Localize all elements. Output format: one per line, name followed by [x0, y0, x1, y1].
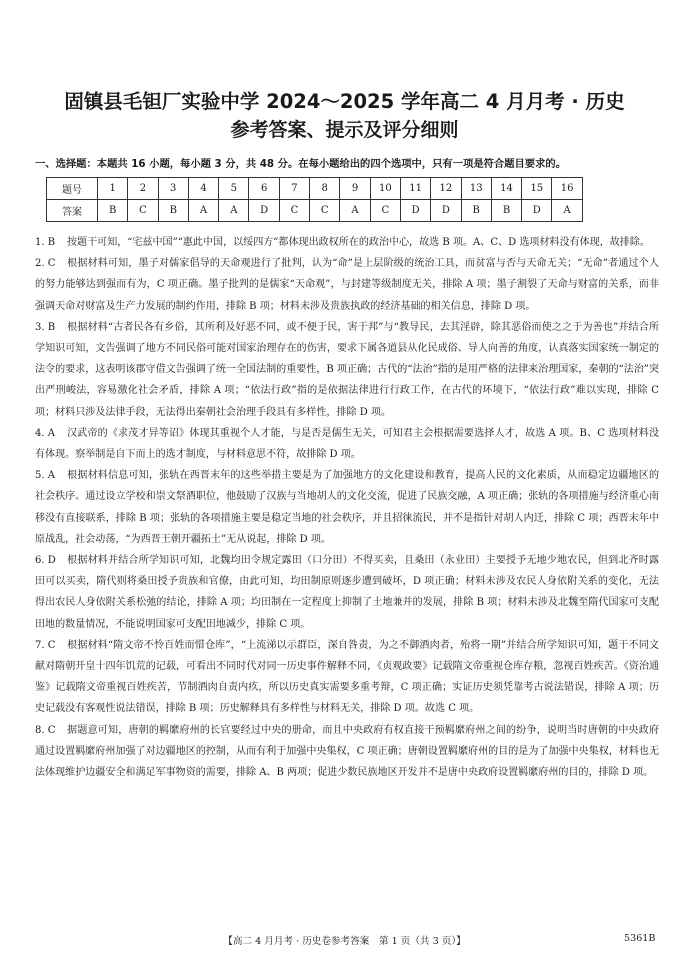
explanation-text: 根据材料“隋文帝不怜百姓而惜仓库”，“上流涕以示群臣，深自咎责，为之不御酒肉者，殆将一期”并结合所学知识可知，题干不同文献对隋朝开皇十四年饥荒的记载，可看出不同时代对同一历史事件解释不同，《贞观政要》记载隋文帝重视仓库存粮，忽视百姓疾苦。《资治通鉴》记载隋文帝重视百姓疾苦，节制酒肉自责内疚，所以历史真实需要多重考辩，C 项正确；实证历史须凭靠考古说法错误，排除 A 项；历史记载没有客观性说法错误，排除 B 项；历史解释具有多样性与材料无关，排除 D 项。故选 C 项。	[35, 639, 659, 715]
answer-cell: C	[279, 200, 309, 222]
answer-cell: B	[98, 200, 128, 222]
question-number-cell: 1	[98, 178, 128, 200]
question-number: 6. D	[35, 555, 56, 567]
question-number: 3. B	[35, 321, 56, 333]
page-footer: 【高二 4 月月考 · 历史卷参考答案 第 1 页（共 3 页）】	[223, 936, 466, 947]
answer-cell: C	[128, 200, 158, 222]
explanation-text: 汉武帝的《求茂才异等诏》体现其重视个人才能，与是否是儒生无关，可知君主会根据需要选择人才，故选 A 项。B、C 选项材料没有体现。察举制是自下而上的选才制度，与材料意思不符，故排除 D 项。	[35, 427, 659, 461]
section-heading: 一、选择题：本题共 16 小题，每小题 3 分，共 48 分。在每小题给出的四个选项中，只有一项是符合题目要求的。	[35, 158, 566, 170]
answer-table-answer-row	[47, 200, 583, 222]
answer-cell: D	[400, 200, 430, 222]
answer-cell: B	[461, 200, 491, 222]
question-number-cell: 12	[431, 178, 461, 200]
question-explanation	[35, 635, 659, 720]
question-number: 2. C	[35, 258, 56, 270]
answer-cell: D	[522, 200, 552, 222]
question-number: 7. C	[35, 639, 56, 651]
explanation-text: 据题意可知，唐朝的羁縻府州的长官要经过中央的册命，而且中央政府有权直接干预羁縻府州之间的纷争，说明当时唐朝的中央政府通过设置羁縻府州加强了对边疆地区的控制，从而有利于加强中央集权，C 项正确；唐朝设置羁縻府州的目的是为了加强中央集权，材料也无法体现维护边疆安全和满足军事物资的需要，排除 A、B 两项；促进少数民族地区开发并不是唐中央政府设置羁縻府州的目的，排除 D 项。	[35, 724, 659, 779]
page-subtitle: 参考答案、提示及评分细则	[230, 119, 459, 141]
answer-cell: B	[158, 200, 188, 222]
question-number-cell: 2	[128, 178, 158, 200]
question-number-cell: 7	[279, 178, 309, 200]
question-number-cell: 3	[158, 178, 188, 200]
question-explanation	[35, 423, 659, 465]
answer-cell: A	[219, 200, 249, 222]
explanation-text: 根据材料“古者民各有乡俗，其所利及好恶不同，或不便于民，害于邦”与“教导民，去其淫辟，除其恶俗而使之之于为善也”并结合所学知识可知，文告强调了地方不同民俗可能对国家治理存在的伤害，要求下属各道县从化民成俗、导人向善的角度，认真落实国家统一制定的法令的要求，这表明该郡守借文告强调了统一全国法制的重要性，B 项正确；古代的“法治”指的是用严格的法律来治理国家，秦朝的“法治”突出严刑峻法，容易激化社会矛盾，排除 A 项；“依法行政”指的是依据法律进行行政工作，在古代的环境下，“依法行政”难以实现，排除 C 项；材料只涉及法律手段，无法得出秦朝社会治理手段具有多样性，排除 D 项。	[35, 321, 659, 418]
answer-table	[46, 177, 583, 222]
page-title: 固镇县毛钽厂实验中学 2024～2025 学年高二 4 月月考 · 历史	[64, 90, 625, 113]
question-explanation	[35, 720, 659, 784]
row-label-answer: 答案	[47, 200, 98, 222]
question-number-cell: 6	[249, 178, 279, 200]
paper-code: 5361B	[624, 933, 656, 944]
question-explanation	[35, 465, 659, 550]
question-number-cell: 4	[188, 178, 218, 200]
question-number: 4. A	[35, 427, 56, 439]
question-explanation	[35, 550, 659, 635]
question-number-cell: 16	[552, 178, 582, 200]
explanation-text: 根据材料可知，墨子对儒家倡导的天命观进行了批判，认为“命”是上层阶级的统治工具，而贫富与否与天命无关；“无命”者通过个人的努力能够达到强而有为，C 项正确。墨子批判的是儒家“天命观”，与封建等级制度无关，排除 A 项；墨子割裂了天命与财富的关系，而非强调天命对财富及生产力发展的制约作用，排除 B 项；材料未涉及贵族执政的经济基础的相关信息，排除 D 项。	[35, 258, 659, 312]
question-number-cell: 5	[219, 178, 249, 200]
answer-cell: A	[552, 200, 582, 222]
answer-cell: A	[340, 200, 370, 222]
answer-cell: B	[491, 200, 521, 222]
answer-cell: D	[249, 200, 279, 222]
question-number-cell: 14	[491, 178, 521, 200]
answer-cell: C	[370, 200, 400, 222]
question-number-cell: 9	[340, 178, 370, 200]
explanations-list	[35, 232, 659, 783]
question-number: 5. A	[35, 470, 56, 482]
question-explanation	[35, 317, 659, 423]
answer-cell: A	[188, 200, 218, 222]
explanation-text: 按题干可知，“宅兹中国”“惠此中国，以绥四方”都体现出政权所在的政治中心，故选 B 项。A、C、D 选项材料没有体现，故排除。	[67, 237, 650, 248]
question-number-cell: 8	[310, 178, 340, 200]
question-number-cell: 13	[461, 178, 491, 200]
answer-cell: D	[431, 200, 461, 222]
question-number: 1. B	[35, 237, 56, 248]
question-number-cell: 15	[522, 178, 552, 200]
answer-table-number-row	[47, 178, 583, 200]
explanation-text: 根据材料信息可知，张轨在西晋末年的这些举措主要是为了加强地方的文化建设和教育，提高人民的文化素质，从而稳定边疆地区的社会秩序。通过设立学校和崇文祭酒职位，他鼓励了汉族与当地胡人的文化交流，促进了民族交融，A 项正确；张轨的各项措施与经济重心南移没有直接联系，排除 B 项；张轨的各项措施主要是稳定当地的社会秩序，并且招徕流民，并不是指针对胡人内迁，排除 C 项；西晋末年中原战乱，社会动荡，“为西晋王朝开疆拓土”无从说起，排除 D 项。	[35, 470, 659, 545]
question-explanation	[35, 232, 659, 253]
explanation-text: 根据材料并结合所学知识可知，北魏均田令规定露田（口分田）不得买卖，且桑田（永业田）主要授予无地少地农民，但到北齐时露田可以买卖，隋代则将桑田授予贵族和官僚，由此可知，均田制原则逐步遭到破坏，D 项正确；材料未涉及农民人身依附关系的变化，无法得出农民人身依附关系松弛的结论，排除 A 项；均田制在一定程度上抑制了土地兼并的发展，排除 B 项；材料未涉及北魏至隋代国家可支配田地的数量情况，不能说明国家可支配田地减少，排除 C 项。	[35, 555, 659, 630]
question-number: 8. C	[35, 724, 56, 736]
question-number-cell: 11	[400, 178, 430, 200]
question-explanation	[35, 253, 659, 317]
row-label-number: 题号	[47, 178, 98, 200]
question-number-cell: 10	[370, 178, 400, 200]
answer-cell: C	[310, 200, 340, 222]
